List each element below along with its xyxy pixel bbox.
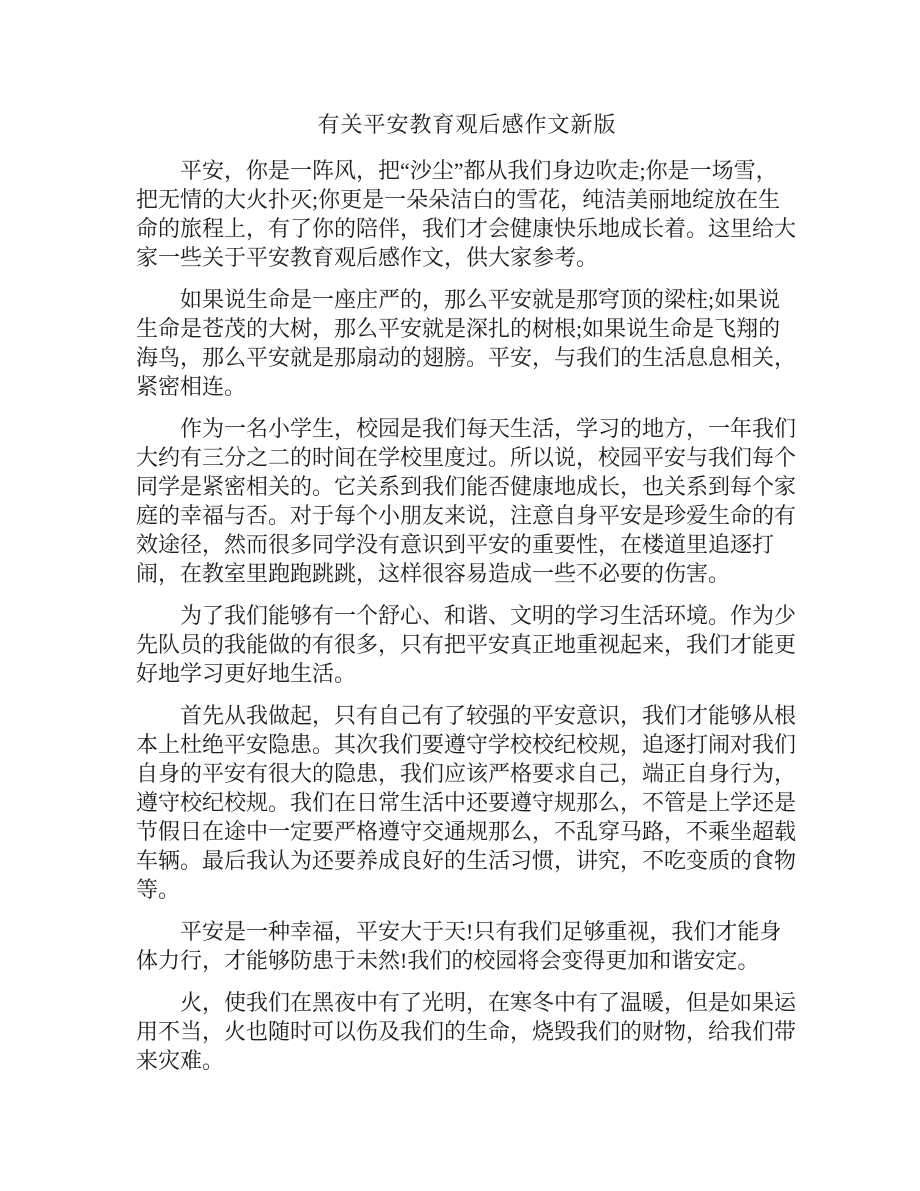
paragraph-3: 作为一名小学生，校园是我们每天生活，学习的地方，一年我们大约有三分之二的时间在学校里度过。所以说，校园平安与我们每个同学是紧密相关的。它关系到我们能否健康地成长，也关系到每个家庭的幸福与否。对于每个小朋友来说，注意自身平安是珍爱生命的有效途径，然而很多同学没有意识到平安的重要性，在楼道里追逐打闹，在教室里跑跑跳跳，这样很容易造成一些不必要的伤害。 bbox=[136, 416, 797, 586]
document-title: 有关平安教育观后感作文新版 bbox=[317, 112, 617, 137]
paragraph-4: 为了我们能够有一个舒心、和谐、文明的学习生活环境。作为少先队员的我能做的有很多，只有把平安真正地重视起来，我们才能更好地学习更好地生活。 bbox=[136, 603, 797, 686]
document-content bbox=[136, 112, 798, 1088]
paragraph-1: 平安，你是一阵风，把“沙尘”都从我们身边吹走;你是一场雪，把无情的大火扑灭;你更是一朵朵洁白的雪花，纯洁美丽地绽放在生命的旅程上，有了你的陪伴，我们才会健康快乐地成长着。这里给大家一些关于平安教育观后感作文，供大家参考。 bbox=[136, 158, 797, 270]
paragraph-2: 如果说生命是一座庄严的，那么平安就是那穹顶的梁柱;如果说生命是苍茂的大树，那么平安就是深扎的树根;如果说生命是飞翔的海鸟，那么平安就是那扇动的翅膀。平安，与我们的生活息息相关，紧密相连。 bbox=[136, 287, 797, 399]
paragraph-6: 平安是一种幸福，平安大于天!只有我们足够重视，我们才能身体力行，才能够防患于未然!我们的校园将会变得更加和谐安定。 bbox=[136, 919, 782, 973]
paragraph-5: 首先从我做起，只有自己有了较强的平安意识，我们才能够从根本上杜绝平安隐患。其次我们要遵守学校校纪校规，追逐打闹对我们自身的平安有很大的隐患，我们应该严格要求自己，端正自身行为，遵守校纪校规。我们在日常生活中还要遵守规那么，不管是上学还是节假日在途中一定要严格遵守交通规那么，不乱穿马路，不乘坐超载车辆。最后我认为还要养成良好的生活习惯，讲究，不吃变质的食物等。 bbox=[136, 703, 797, 902]
paragraph-7: 火，使我们在黑夜中有了光明，在寒冬中有了温暖，但是如果运用不当，火也随时可以伤及我们的生命，烧毁我们的财物，给我们带来灾难。 bbox=[136, 990, 797, 1073]
